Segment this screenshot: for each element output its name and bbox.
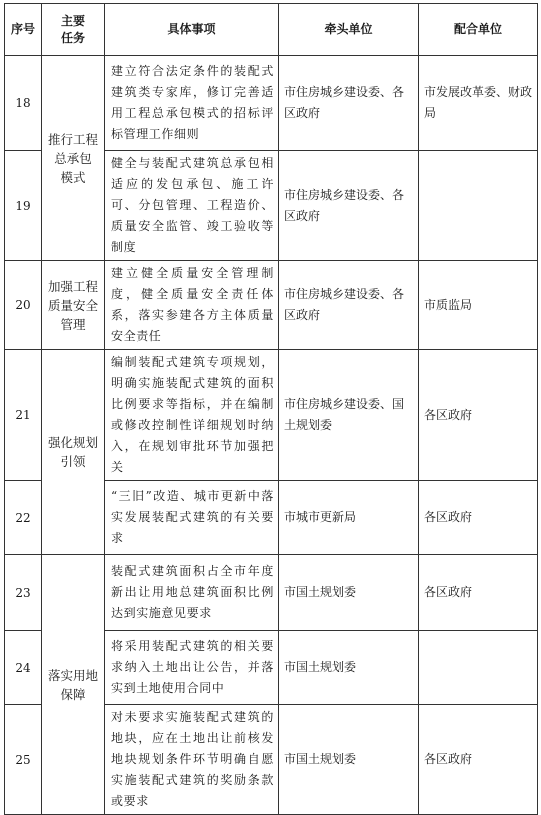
- lead-cell: 市住房城乡建设委、国土规划委: [279, 350, 419, 481]
- header-coop: 配合单位: [419, 4, 538, 56]
- table-row: [5, 555, 538, 631]
- row-number: 22: [5, 481, 42, 555]
- table-row: [5, 56, 538, 151]
- coop-cell: [419, 151, 538, 261]
- header-task: 主要 任务: [42, 4, 105, 56]
- desc-cell: 建立健全质量安全管理制度，健全质量安全责任体系，落实参建各方主体质量安全责任: [105, 261, 279, 350]
- task-table: [4, 3, 538, 815]
- lead-cell: 市住房城乡建设委、各区政府: [279, 56, 419, 151]
- task-cell: 强化规划 引领: [42, 350, 105, 555]
- row-number: 25: [5, 705, 42, 815]
- coop-cell: 各区政府: [419, 481, 538, 555]
- task-cell: 落实用地 保障: [42, 555, 105, 815]
- coop-cell: 各区政府: [419, 555, 538, 631]
- desc-cell: 装配式建筑面积占全市年度新出让用地总建筑面积比例达到实施意见要求: [105, 555, 279, 631]
- coop-cell: 市发展改革委、财政局: [419, 56, 538, 151]
- header-desc: 具体事项: [105, 4, 279, 56]
- desc-cell: 建立符合法定条件的装配式建筑类专家库，修订完善适用工程总承包模式的招标评标管理工作细则: [105, 56, 279, 151]
- row-number: 23: [5, 555, 42, 631]
- row-number: 24: [5, 631, 42, 705]
- header-row: [5, 4, 538, 56]
- table-row: [5, 261, 538, 350]
- desc-cell: 将采用装配式建筑的相关要求纳入土地出让公告，并落实到土地使用合同中: [105, 631, 279, 705]
- lead-cell: 市国土规划委: [279, 555, 419, 631]
- coop-cell: [419, 631, 538, 705]
- coop-cell: 市质监局: [419, 261, 538, 350]
- desc-cell: 对未要求实施装配式建筑的地块，应在土地出让前核发地块规划条件环节明确自愿实施装配式建筑的奖励条款或要求: [105, 705, 279, 815]
- coop-cell: 各区政府: [419, 705, 538, 815]
- lead-cell: 市城市更新局: [279, 481, 419, 555]
- coop-cell: 各区政府: [419, 350, 538, 481]
- header-no: 序号: [5, 4, 42, 56]
- table-row: [5, 350, 538, 481]
- document-page: [4, 3, 537, 808]
- row-number: 20: [5, 261, 42, 350]
- task-cell: 加强工程 质量安全 管理: [42, 261, 105, 350]
- task-cell: 推行工程 总承包 模式: [42, 56, 105, 261]
- lead-cell: 市住房城乡建设委、各区政府: [279, 261, 419, 350]
- lead-cell: 市住房城乡建设委、各区政府: [279, 151, 419, 261]
- header-lead: 牵头单位: [279, 4, 419, 56]
- lead-cell: 市国土规划委: [279, 705, 419, 815]
- row-number: 21: [5, 350, 42, 481]
- desc-cell: “三旧”改造、城市更新中落实发展装配式建筑的有关要求: [105, 481, 279, 555]
- row-number: 19: [5, 151, 42, 261]
- row-number: 18: [5, 56, 42, 151]
- desc-cell: 编制装配式建筑专项规划，明确实施装配式建筑的面积比例要求等指标，并在编制或修改控制性详细规划时纳入，在规划审批环节加强把关: [105, 350, 279, 481]
- desc-cell: 健全与装配式建筑总承包相适应的发包承包、施工许可、分包管理、工程造价、质量安全监管、竣工验收等制度: [105, 151, 279, 261]
- lead-cell: 市国土规划委: [279, 631, 419, 705]
